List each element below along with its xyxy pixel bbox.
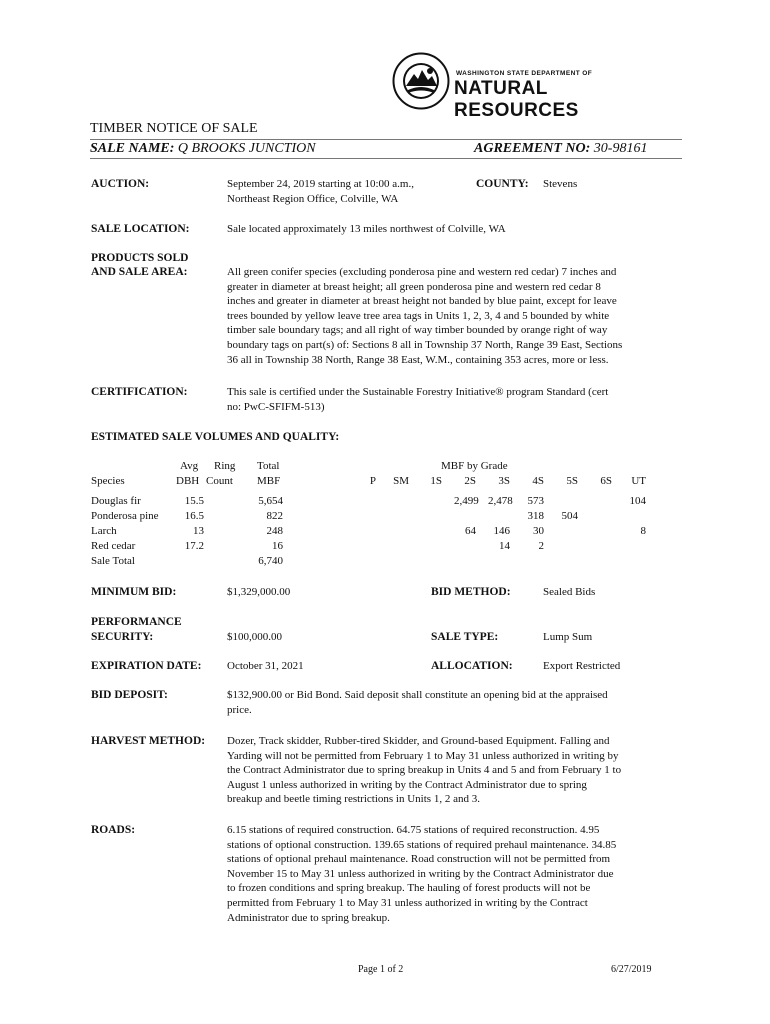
volume-species-cell: Larch <box>91 525 117 537</box>
volume-total-mbf-cell: 6,740 <box>258 555 283 567</box>
products-description <box>227 265 683 367</box>
volume-grade-cell: 30 <box>533 525 544 537</box>
volume-species-cell: Ponderosa pine <box>91 510 159 522</box>
volume-species-cell: Douglas fir <box>91 495 141 507</box>
certification-text <box>227 385 683 414</box>
agency-name-line2: NATURAL RESOURCES <box>454 78 579 121</box>
col-mbf-header: MBF <box>257 475 281 487</box>
volume-species-cell: Red cedar <box>91 540 136 552</box>
volume-dbh-cell: 17.2 <box>184 540 204 552</box>
roads-line: November 15 to May 31 unless authorized in writing by the Contract Administrator due <box>227 867 614 880</box>
grade-header-2s: 2S <box>464 475 476 487</box>
title-rule <box>90 139 682 140</box>
bid-method-value: Sealed Bids <box>543 586 596 598</box>
harvest-line: the Contract Administrator due to spring breakup in Units 4 and 5 and from February 1 to <box>227 764 622 777</box>
roads-text <box>227 823 683 925</box>
performance-value: $100,000.00 <box>227 631 282 643</box>
minimum-bid-label: MINIMUM BID: <box>91 586 177 598</box>
roads-line: to frozen conditions and spring breakup. The hauling of forest products will not be <box>227 882 591 895</box>
grade-header-ut: UT <box>631 475 646 487</box>
volume-grade-cell: 2 <box>538 540 544 552</box>
products-label-line2: AND SALE AREA: <box>91 266 188 278</box>
agreement-label: AGREEMENT NO: <box>474 141 591 156</box>
roads-line: Administrator due to spring breakup. <box>227 911 390 924</box>
auction-label: AUCTION: <box>91 178 150 190</box>
sale-type-value: Lump Sum <box>543 631 593 643</box>
roads-line: stations of optional construction. 139.65 stations of required prehaul maintenance. 34.85 <box>227 838 617 851</box>
harvest-line: Dozer, Track skidder, Rubber-tired Skidder, and Ground-based Equipment. Falling and <box>227 735 610 747</box>
volume-grade-cell: 104 <box>629 495 646 507</box>
mbf-by-grade-header: MBF by Grade <box>441 460 508 472</box>
auction-line1: September 24, 2019 starting at 10:00 a.m., <box>227 178 414 190</box>
volumes-heading: ESTIMATED SALE VOLUMES AND QUALITY: <box>91 431 340 443</box>
agreement-number <box>474 141 647 157</box>
sale-name <box>90 141 316 157</box>
products-label-line1: PRODUCTS SOLD <box>91 252 189 264</box>
volume-grade-cell: 504 <box>561 510 578 522</box>
volume-total-mbf-cell: 822 <box>266 510 283 522</box>
performance-label-line2: SECURITY: <box>91 631 154 643</box>
col-avg-header: Avg <box>180 460 199 472</box>
col-count-header: Count <box>206 475 233 487</box>
harvest-line: Yarding will not be permitted from February 1 to May 31 unless authorized in writing by <box>227 749 619 762</box>
grade-header-4s: 4S <box>532 475 544 487</box>
agreement-value: 30-98161 <box>593 141 648 156</box>
county-value: Stevens <box>543 178 578 190</box>
harvest-line: breakup and beetle timing restrictions in Units 1, 2 and 3. <box>227 793 480 806</box>
grade-header-p: P <box>369 475 376 487</box>
products-line: timber sale boundary tags; and all right of way timber bounded by orange right of way <box>227 324 608 337</box>
document-title: TIMBER NOTICE OF SALE <box>90 121 258 136</box>
products-line: inches and greater in diameter at breast height not banded by blue paint, except for leave <box>227 295 617 308</box>
col-dbh-header: DBH <box>176 475 200 487</box>
certification-label: CERTIFICATION: <box>91 386 188 398</box>
expiration-value: October 31, 2021 <box>227 660 304 672</box>
minimum-bid-value: $1,329,000.00 <box>227 586 291 598</box>
volume-grade-cell: 573 <box>527 495 544 507</box>
harvest-method-text <box>227 734 683 807</box>
sale-name-value: Q BROOKS JUNCTION <box>177 141 316 156</box>
grade-header-5s: 5S <box>566 475 578 487</box>
harvest-method-label: HARVEST METHOD: <box>91 735 206 747</box>
bid-deposit-text <box>227 688 683 717</box>
county-label: COUNTY: <box>476 178 529 190</box>
certification-line: This sale is certified under the Sustainable Forestry Initiative® program Standard (cert <box>227 386 609 398</box>
roads-line: permitted from February 1 to May 31 unless authorized in writing by the Contract <box>227 896 588 909</box>
harvest-line: August 1 unless authorized in writing by the Contract Administrator due to spring <box>227 778 587 791</box>
bid-deposit-label: BID DEPOSIT: <box>91 689 168 701</box>
volume-dbh-cell: 16.5 <box>184 510 204 522</box>
header-rule <box>90 158 682 159</box>
grade-header-1s: 1S <box>430 475 442 487</box>
volume-total-mbf-cell: 248 <box>266 525 283 537</box>
volume-total-mbf-cell: 5,654 <box>258 495 283 507</box>
bid-deposit-line: $132,900.00 or Bid Bond. Said deposit shall constitute an opening bid at the appraised <box>227 689 608 701</box>
volume-dbh-cell: 13 <box>193 525 204 537</box>
performance-label-line1: PERFORMANCE <box>91 616 182 628</box>
col-species-header: Species <box>91 475 125 487</box>
sale-name-label: SALE NAME: <box>90 141 175 156</box>
products-line: 36 all in Township 38 North, Range 38 East, W.M., containing 353 acres, more or less. <box>227 353 609 366</box>
col-total-header: Total <box>257 460 280 472</box>
products-line: All green conifer species (excluding ponderosa pine and western red cedar) 7 inches and <box>227 266 617 278</box>
volume-grade-cell: 8 <box>640 525 646 537</box>
allocation-label: ALLOCATION: <box>431 660 513 672</box>
certification-line: no: PwC-SFIFM-513) <box>227 400 325 413</box>
agency-name-line1: WASHINGTON STATE DEPARTMENT OF <box>456 70 593 77</box>
grade-header-sm: SM <box>393 475 409 487</box>
bid-method-label: BID METHOD: <box>431 586 511 598</box>
auction-line2: Northeast Region Office, Colville, WA <box>227 193 399 205</box>
roads-label: ROADS: <box>91 824 136 836</box>
footer-date: 6/27/2019 <box>611 964 652 975</box>
sale-location-label: SALE LOCATION: <box>91 223 190 235</box>
sale-location-value: Sale located approximately 13 miles northwest of Colville, WA <box>227 223 506 235</box>
grade-header-6s: 6S <box>600 475 612 487</box>
products-line: trees bounded by yellow leave tree area tags in Units 1, 2, 3, 4 and 5 bounded by white <box>227 309 610 322</box>
col-ring-header: Ring <box>214 460 236 472</box>
volume-grade-cell: 14 <box>499 540 510 552</box>
volume-grade-cell: 2,478 <box>488 495 513 507</box>
dnr-logo <box>392 52 677 121</box>
allocation-value: Export Restricted <box>543 660 621 672</box>
volume-total-mbf-cell: 16 <box>272 540 283 552</box>
products-line: greater in diameter at breast height; all green ponderosa pine and western red cedar 8 <box>227 280 601 293</box>
state-seal-icon <box>392 52 450 110</box>
grade-header-3s: 3S <box>498 475 510 487</box>
roads-line: stations of optional prehaul maintenance. Road construction will not be permitted from <box>227 853 611 866</box>
volume-grade-cell: 64 <box>465 525 476 537</box>
volume-grade-cell: 318 <box>527 510 544 522</box>
expiration-label: EXPIRATION DATE: <box>91 660 202 672</box>
volume-species-cell: Sale Total <box>91 555 135 567</box>
volume-grade-cell: 146 <box>493 525 510 537</box>
page-number: Page 1 of 2 <box>358 964 404 975</box>
bid-deposit-line: price. <box>227 703 252 716</box>
roads-line: 6.15 stations of required construction. 64.75 stations of required reconstruction. 4.95 <box>227 824 600 836</box>
sale-type-label: SALE TYPE: <box>431 631 499 643</box>
products-line: boundary tags on part(s) of: Sections 8 all in Township 37 North, Range 39 East, Sections <box>227 338 623 351</box>
volume-grade-cell: 2,499 <box>454 495 479 507</box>
volume-dbh-cell: 15.5 <box>184 495 204 507</box>
